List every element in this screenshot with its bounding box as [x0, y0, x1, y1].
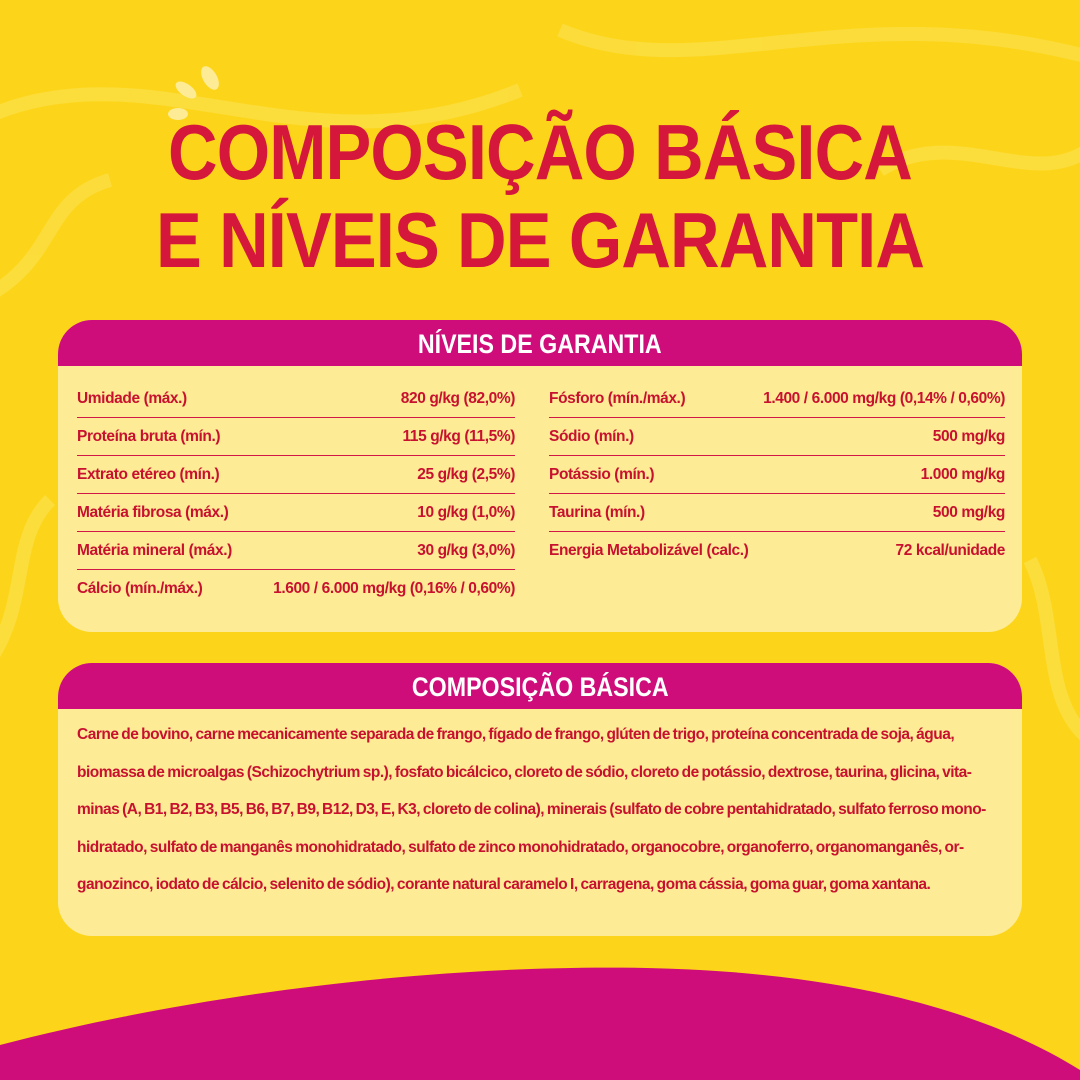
title-line-2: E NÍVEIS DE GARANTIA — [155, 196, 925, 284]
guarantee-value: 10 g/kg (1,0%) — [417, 503, 515, 521]
guarantee-value: 115 g/kg (11,5%) — [402, 427, 515, 445]
guarantee-row — [549, 532, 1005, 569]
composition-line: ganozinco, iodato de cálcio, selenito de sódio), corante natural caramelo I, carragena, goma cássia, goma guar, goma xantana. — [77, 876, 931, 893]
guarantee-label: Energia Metabolizável (calc.) — [549, 541, 749, 559]
guarantee-row — [549, 494, 1005, 532]
bottom-wave-decoration — [0, 960, 1080, 1080]
page-title — [65, 108, 1015, 284]
guarantee-label: Cálcio (mín./máx.) — [77, 579, 203, 597]
guarantee-row — [77, 570, 515, 607]
guarantee-label: Fósforo (mín./máx.) — [549, 389, 686, 407]
guarantee-value: 30 g/kg (3,0%) — [417, 541, 515, 559]
composition-header — [58, 663, 1022, 709]
guarantee-levels-heading: NÍVEIS DE GARANTIA — [418, 329, 662, 359]
guarantee-row — [77, 380, 515, 418]
guarantee-label: Matéria mineral (máx.) — [77, 541, 232, 559]
guarantee-right-column — [549, 380, 1005, 569]
guarantee-row — [549, 418, 1005, 456]
guarantee-row — [549, 456, 1005, 494]
guarantee-value: 820 g/kg (82,0%) — [400, 389, 515, 407]
composition-line: biomassa de microalgas (Schizochytrium sp.), fosfato bicálcico, cloreto de sódio, cloreto de potássio, dextrose, taurina, glicina, vita- — [77, 763, 972, 781]
composition-line: minas (A, B1, B2, B3, B5, B6, B7, B9, B12, D3, E, K3, cloreto de colina), minerais (sulfato de cobre pentahidratado, sulfato ferroso mono- — [77, 801, 986, 818]
composition-heading: COMPOSIÇÃO BÁSICA — [411, 672, 669, 702]
guarantee-label: Taurina (mín.) — [549, 503, 645, 521]
composition-line: Carne de bovino, carne mecanicamente separada de frango, fígado de frango, glúten de trigo, proteína concentrada de soja, água, — [77, 726, 955, 743]
title-line-1: COMPOSIÇÃO BÁSICA — [168, 108, 912, 196]
guarantee-value: 1.400 / 6.000 mg/kg (0,14% / 0,60%) — [763, 389, 1005, 407]
guarantee-value: 500 mg/kg — [932, 427, 1005, 445]
guarantee-value: 72 kcal/unidade — [895, 541, 1005, 559]
guarantee-value: 500 mg/kg — [932, 503, 1005, 521]
guarantee-row — [549, 380, 1005, 418]
guarantee-value: 25 g/kg (2,5%) — [417, 465, 515, 483]
guarantee-label: Umidade (máx.) — [77, 389, 187, 407]
guarantee-row — [77, 418, 515, 456]
composition-text — [77, 716, 1007, 904]
guarantee-levels-header — [58, 320, 1022, 366]
guarantee-label: Extrato etéreo (mín.) — [77, 465, 220, 483]
guarantee-row — [77, 494, 515, 532]
guarantee-row — [77, 532, 515, 570]
guarantee-label: Potássio (mín.) — [549, 465, 655, 483]
guarantee-left-column — [77, 380, 515, 607]
guarantee-value: 1.000 mg/kg — [920, 465, 1005, 483]
guarantee-label: Matéria fibrosa (máx.) — [77, 503, 229, 521]
guarantee-value: 1.600 / 6.000 mg/kg (0,16% / 0,60%) — [273, 579, 515, 597]
guarantee-label: Sódio (mín.) — [549, 427, 634, 445]
guarantee-row — [77, 456, 515, 494]
composition-line: hidratado, sulfato de manganês monohidratado, sulfato de zinco monohidratado, organocobre, organoferro, organomanganês, or- — [77, 838, 964, 856]
guarantee-label: Proteína bruta (mín.) — [77, 427, 221, 445]
